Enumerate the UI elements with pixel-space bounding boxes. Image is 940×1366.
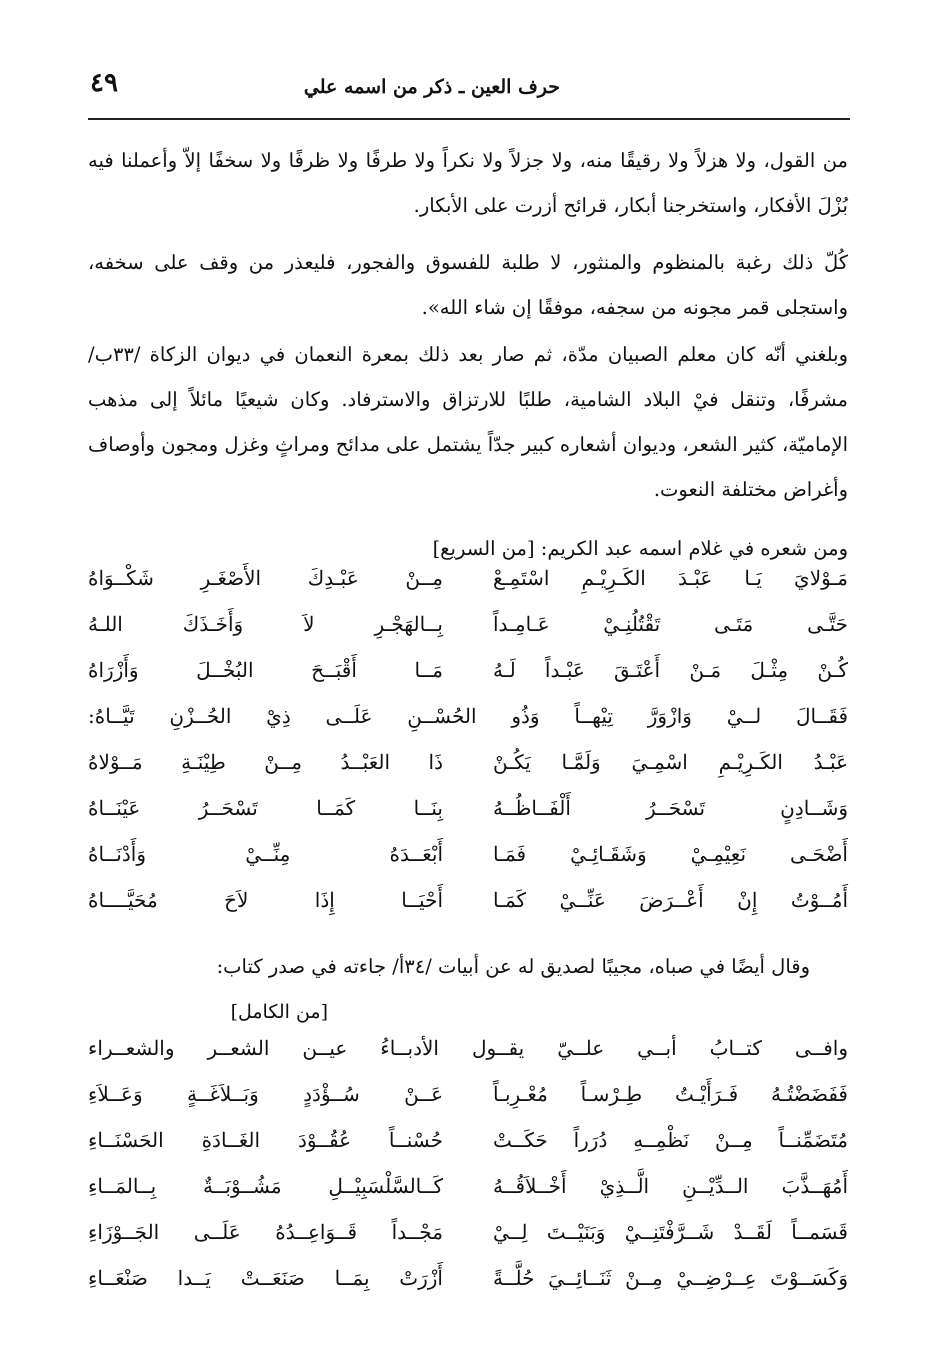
poem-intro-2: وقال أيضًا في صباه، مجيبًا لصديق له عن أبيات /٣٤أ/ جاءته في صدر كتاب: [216,955,810,978]
verse-hemistich-2: كَــالسَّلْسَبِيْــلِ مَشُــوْبَــةٌ بِــالمَــاءِ [88,1174,443,1198]
verse-hemistich-2: حُسْنــاً عُقُــوْدَ الغَــادَةِ الحَسْنَــاءِ [88,1128,443,1152]
verse-line [88,796,848,841]
verse-line [88,1082,848,1127]
verse-line [88,1266,848,1311]
verse-line [88,888,848,933]
paragraph-2: كُلّ ذلك رغبة بالمنظوم والمنثور، لا طلبة للفسوق والفجور، فليعذر من وقف على سخفه، واستجلى قمر مجونه من سجفه، موفقًا إن شاء الله». [88,251,848,319]
paragraph-3: وبلغني أنّه كان معلم الصبيان مدّة، ثم صار بعد ذلك بمعرة النعمان في ديوان الزكاة /٣٣ب/ مشرفًا، وتنقل فيْ البلاد الشامية، طلبًا للارتزاق والاسترفاد. وكان شيعيًا مائلاً إلى مذهب الإماميّة، كثير الشعر، وديوان أشعاره كبير جدّاً يشتمل على مدائح ومراثٍ وغزل ومجون وأوصاف وأغراض مختلفة النعوت. [88,343,848,501]
poem-meter-2: [من الكامل] [230,1001,328,1023]
verse-line [88,566,848,611]
verse-hemistich-2: أَزْرَتْ بِمَــا صَنَعَــتْ يَــدا صَنْعَــاءِ [88,1266,443,1290]
verse-line [88,658,848,703]
verse-hemistich-1: مَـوْلايَ يَـا عَبْـدَ الكَـرِيْـمِ اسْتَمِـعْ [493,566,848,590]
verse-line [88,612,848,657]
verse-hemistich-2: مَجْــداً قَــوَاعِــدُهُ عَلَــى الجَــوْزَاءِ [88,1220,443,1244]
verse-hemistich-2: مِــنْ عَبْـدِكَ الأَصْغَـرِ شَكْــوَاهُ [88,566,443,590]
verse-full-line: وافــى كتــابُ أبــي علــيّ يقــول الأدبــاءُ عيــن الشعــر والشعــراء [88,1036,848,1060]
header-rule [88,118,850,120]
verse-hemistich-2: ذَا العَبْــدُ مِــنْ طِيْنَـةِ مَــوْلاهُ [88,750,443,774]
verse-line [88,1220,848,1265]
verse-hemistich-2: بِنَــا كَمَــا تَسْحَــرُ عَيْنَــاهُ [88,796,443,820]
verse-line [88,1128,848,1173]
verse-hemistich-2: مَــا أَقْبَــحَ البُخْــلَ وَأَزْرَاهُ [88,658,443,682]
verse-hemistich-1: وَشَــادِنٍ تَسْحَــرُ أَلْفَــاظُــهُ [493,796,848,820]
verse-full-line: فَقَــالَ لــيْ وَازْوَرَّ تِيْهــاً وَذُو الحُسْــنِ عَلَــى ذِيْ الحُــزْنِ تَيَّــاهُ: [88,704,848,728]
verse-hemistich-1: قَسَمــاً لَقَــدْ شَــرَّفْتَنِــيْ وَبَنَيْــتَ لِــيْ [493,1220,848,1244]
running-title: حرف العين ـ ذكر من اسمه علي [303,76,560,98]
verse-hemistich-2: بِــالهَجْـرِ لاَ وَأَخَـذَكَ اللـهُ [88,612,443,636]
verse-hemistich-1: حَتَّـى مَتَـى تَقْتُلُنِـيْ عَـامِـداً [493,612,848,636]
verse-hemistich-1: فَفَضَضْتُـهُ فَـرَأَيْـتُ طِـرْسـاً مُعْـرِبـاً [493,1082,848,1106]
verse-hemistich-1: أَمُــوْتُ إِنْ أَعْــرَضَ عَنِّــيْ كَمَـا [493,888,848,912]
verse-line [88,842,848,887]
running-header [90,68,850,112]
paragraph-1: من القول، ولا هزلاً ولا رقيقًا منه، ولا جزلاً ولا نكراً ولا طرفًا ولا ظرفًا ولا سخفًا إلاّ وأعملنا فيه بُزْلَ الأفكار، واستخرجنا أبكار، قرائح أزرت على الأبكار. [88,149,848,217]
verse-hemistich-1: كُـنْ مِثْـلَ مَـنْ أَعْتَـقَ عَبْـداً لَـهُ [493,658,848,682]
verse-hemistich-2: أَبْعَــدَهُ مِنِّــيْ وَأَدْنَــاهُ [88,842,443,866]
verse-hemistich-1: أَضْحَـى نَعِيْمِـيْ وَشَقَـائِـيْ فَمَـا [493,842,848,866]
verse-hemistich-2: أَحْيَــا إِذَا لاَحَ مُحَيَّــــاهُ [88,888,443,912]
verse-hemistich-1: مُتَضَمِّنــاً مِــنْ نَظْمِــهِ دُرَراً حَكَــتْ [493,1128,848,1152]
verse-hemistich-2: عَــنْ سُــؤْدَدٍ وَبَــلاَغَــةٍ وَعَــلاَءِ [88,1082,443,1106]
verse-hemistich-1: أَمُهَــذَّبَ الــدِّيْــنِ الَّــذِيْ أَخْــلاَقُــهُ [493,1174,848,1198]
verse-line [88,750,848,795]
verse-hemistich-1: عَبْـدُ الكَـرِيْـمِ اسْمِـيَ وَلَمَّـا يَكُـنْ [493,750,848,774]
poem-intro-1: ومن شعره في غلام اسمه عبد الكريم: [من السريع] [432,537,848,560]
page-number: ٤٩ [90,68,118,98]
verse-line [88,1174,848,1219]
verse-hemistich-1: وَكَسَــوْتَ عِــرْضِــيْ مِــنْ ثَنَــائِــيَ حُلَّــةً [493,1266,848,1290]
